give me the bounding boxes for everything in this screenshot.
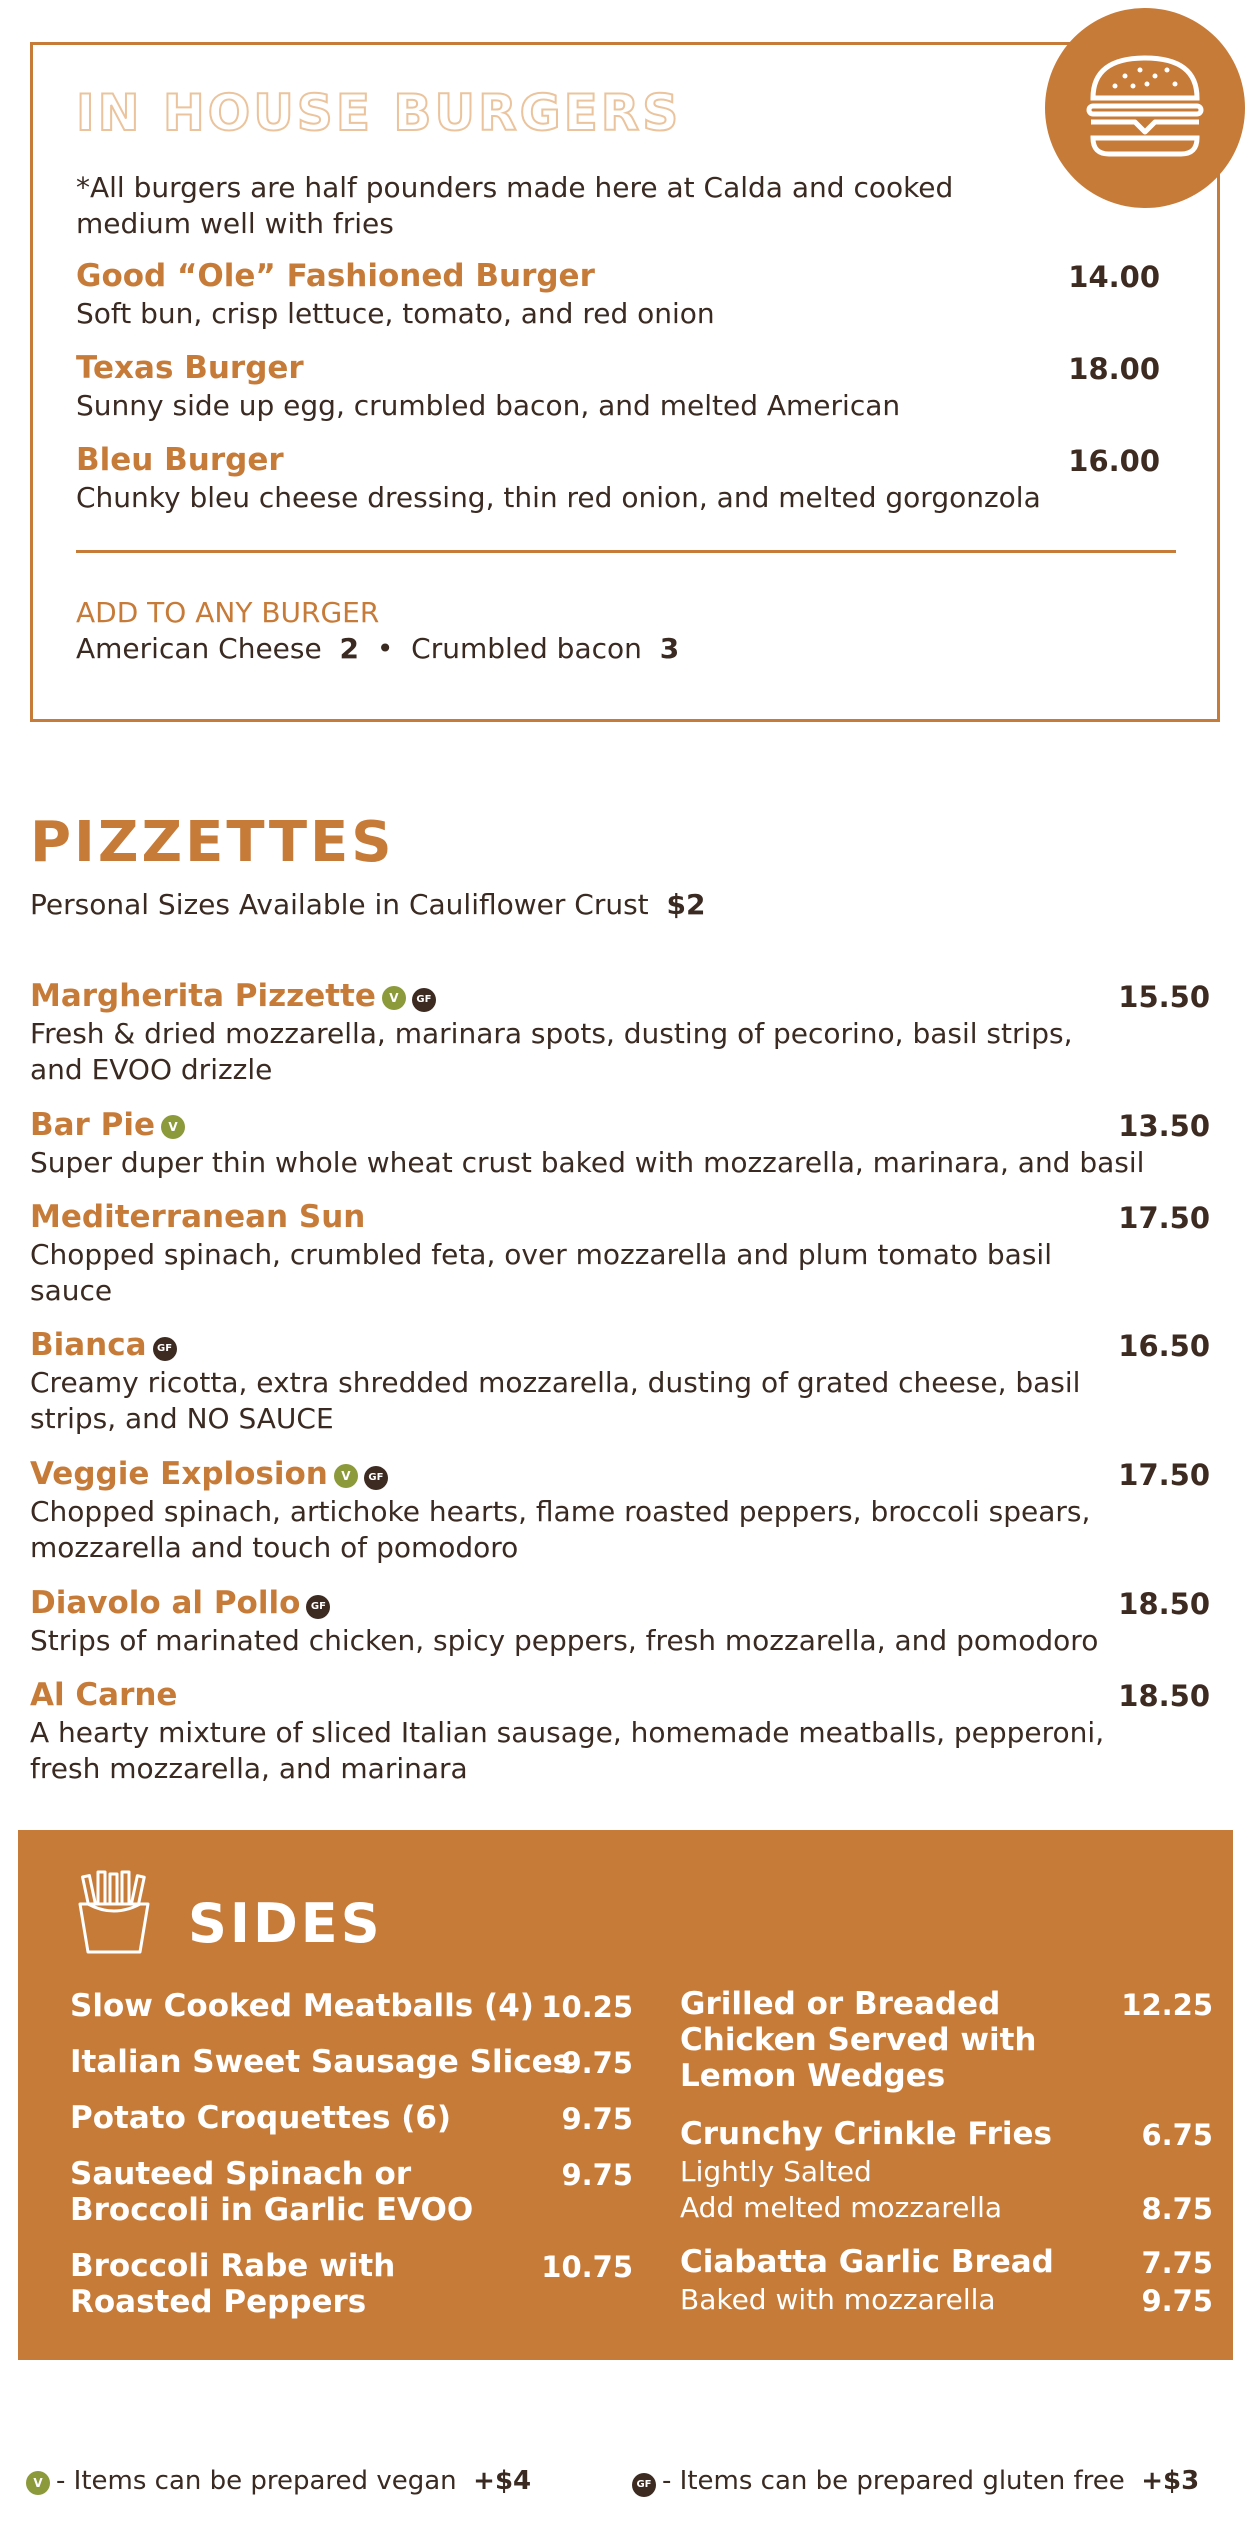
gluten-free-legend xyxy=(632,2466,1199,2497)
sides-title: SIDES xyxy=(188,1892,383,1955)
addon-price: 3 xyxy=(659,632,680,665)
pizzette-name-text: Bianca xyxy=(30,1327,147,1363)
pizzette-item-desc: Chopped spinach, crumbled feta, over mozzarella and plum tomato basil sauce xyxy=(30,1238,1052,1307)
burger-item-price: 16.00 xyxy=(1068,444,1160,478)
side-item-price: 9.75 xyxy=(1141,2284,1213,2318)
burger-section-title: IN HOUSE BURGERS xyxy=(76,84,682,142)
vegan-badge-icon: V xyxy=(382,986,406,1010)
addon-name: American Cheese xyxy=(76,632,322,665)
pizzette-name-text: Diavolo al Pollo xyxy=(30,1585,301,1621)
pizzette-item-desc: Chopped spinach, artichoke hearts, flame roasted peppers, broccoli spears, mozzarella and touch of pomodoro xyxy=(30,1495,1091,1564)
pizzette-name-text: Bar Pie xyxy=(30,1107,155,1143)
side-item-price: 12.25 xyxy=(1121,1988,1213,2022)
pizzettes-title: PIZZETTES xyxy=(30,810,395,875)
gluten-free-badge-icon: GF xyxy=(632,2473,656,2497)
pizzette-item-desc: Fresh & dried mozzarella, marinara spots, dusting of pecorino, basil strips, and EVOO drizzle xyxy=(30,1017,1073,1086)
pizzette-item-name xyxy=(30,1107,185,1143)
gluten-free-legend-text: - Items can be prepared gluten free xyxy=(662,2466,1125,2496)
gluten-free-badge-icon: GF xyxy=(153,1337,177,1361)
pizzette-item-price: 18.50 xyxy=(1118,1679,1210,1713)
sides-panel xyxy=(18,1830,1233,2360)
side-item-name: Italian Sweet Sausage Slices xyxy=(70,2044,572,2080)
pizzette-item-desc: Creamy ricotta, extra shredded mozzarella, dusting of grated cheese, basil strips, and NO SAUCE xyxy=(30,1366,1081,1435)
side-item-name: Grilled or Breaded Chicken Served with Lemon Wedges xyxy=(680,1986,1037,2094)
divider xyxy=(76,550,1176,553)
burger-item-name: Bleu Burger xyxy=(76,442,284,478)
pizzettes-subtitle xyxy=(30,888,705,921)
side-item-price: 8.75 xyxy=(1141,2192,1213,2226)
pizzette-item-name: Mediterranean Sun xyxy=(30,1199,366,1235)
side-item-desc: Add melted mozzarella xyxy=(680,2191,1003,2224)
burger-item-desc: Chunky bleu cheese dressing, thin red onion, and melted gorgonzola xyxy=(76,481,1041,514)
pizzette-name-text: Margherita Pizzette xyxy=(30,978,376,1014)
vegan-badge-icon: V xyxy=(161,1115,185,1139)
burger-icon xyxy=(1085,54,1205,158)
vegan-badge-icon: V xyxy=(334,1464,358,1488)
pizzette-item-name xyxy=(30,1456,388,1492)
side-item-name: Sauteed Spinach or Broccoli in Garlic EVOO xyxy=(70,2156,474,2228)
side-item-price: 9.75 xyxy=(561,2158,633,2192)
gluten-free-badge-icon: GF xyxy=(412,988,436,1012)
pizzette-item-desc: A hearty mixture of sliced Italian sausage, homemade meatballs, pepperoni, fresh mozzarella, and marinara xyxy=(30,1716,1105,1785)
pizzettes-subtitle-price: $2 xyxy=(666,888,706,921)
vegan-legend xyxy=(26,2466,531,2496)
vegan-legend-text: - Items can be prepared vegan xyxy=(56,2466,457,2496)
burger-item-price: 14.00 xyxy=(1068,260,1160,294)
burger-item-name: Good “Ole” Fashioned Burger xyxy=(76,258,595,294)
pizzette-item-price: 17.50 xyxy=(1118,1201,1210,1235)
vegan-badge-icon: V xyxy=(26,2471,50,2495)
pizzette-item-name xyxy=(30,1327,177,1363)
burger-note: *All burgers are half pounders made here at Calda and cooked medium well with fries xyxy=(76,171,954,240)
pizzette-item-price: 16.50 xyxy=(1118,1329,1210,1363)
pizzette-item-price: 15.50 xyxy=(1118,980,1210,1014)
pizzettes-subtitle-text: Personal Sizes Available in Cauliflower Crust xyxy=(30,888,649,921)
addon-price: 2 xyxy=(339,632,360,665)
pizzette-item-desc: Strips of marinated chicken, spicy peppers, fresh mozzarella, and pomodoro xyxy=(30,1624,1099,1657)
side-item-name: Potato Croquettes (6) xyxy=(70,2100,452,2136)
gluten-free-badge-icon: GF xyxy=(306,1595,330,1619)
pizzette-name-text: Veggie Explosion xyxy=(30,1456,328,1492)
side-item-price: 7.75 xyxy=(1141,2246,1213,2280)
burger-item-desc: Soft bun, crisp lettuce, tomato, and red onion xyxy=(76,297,715,330)
burger-badge xyxy=(1045,8,1245,208)
side-item-price: 9.75 xyxy=(561,2046,633,2080)
pizzette-item-price: 13.50 xyxy=(1118,1109,1210,1143)
burger-item-price: 18.00 xyxy=(1068,352,1160,386)
addon-title: ADD TO ANY BURGER xyxy=(76,596,380,629)
side-item-name: Slow Cooked Meatballs (4) xyxy=(70,1988,534,2024)
side-item-price: 9.75 xyxy=(561,2102,633,2136)
pizzette-item-price: 18.50 xyxy=(1118,1587,1210,1621)
addon-name: Crumbled bacon xyxy=(411,632,642,665)
vegan-legend-price: +$4 xyxy=(473,2466,532,2496)
burger-item-desc: Sunny side up egg, crumbled bacon, and melted American xyxy=(76,389,901,422)
side-item-price: 6.75 xyxy=(1141,2118,1213,2152)
burger-item-name: Texas Burger xyxy=(76,350,304,386)
pizzette-item-price: 17.50 xyxy=(1118,1458,1210,1492)
gluten-free-badge-icon: GF xyxy=(364,1466,388,1490)
pizzette-item-name xyxy=(30,1585,330,1621)
side-item-price: 10.25 xyxy=(541,1990,633,2024)
side-item-price: 10.75 xyxy=(541,2250,633,2284)
addon-line: American Cheese 2 • Crumbled bacon 3 xyxy=(76,632,680,665)
side-item-desc: Baked with mozzarella xyxy=(680,2283,996,2316)
side-item-name: Broccoli Rabe with Roasted Peppers xyxy=(70,2248,396,2320)
pizzette-item-desc: Super duper thin whole wheat crust baked with mozzarella, marinara, and basil xyxy=(30,1146,1145,1179)
pizzette-item-name xyxy=(30,978,436,1014)
fries-icon xyxy=(76,1870,152,1954)
side-item-name: Ciabatta Garlic Bread xyxy=(680,2244,1054,2280)
gluten-free-legend-price: +$3 xyxy=(1141,2466,1200,2496)
pizzette-item-name: Al Carne xyxy=(30,1677,178,1713)
side-item-desc: Lightly Salted xyxy=(680,2155,872,2188)
side-item-name: Crunchy Crinkle Fries xyxy=(680,2116,1052,2152)
